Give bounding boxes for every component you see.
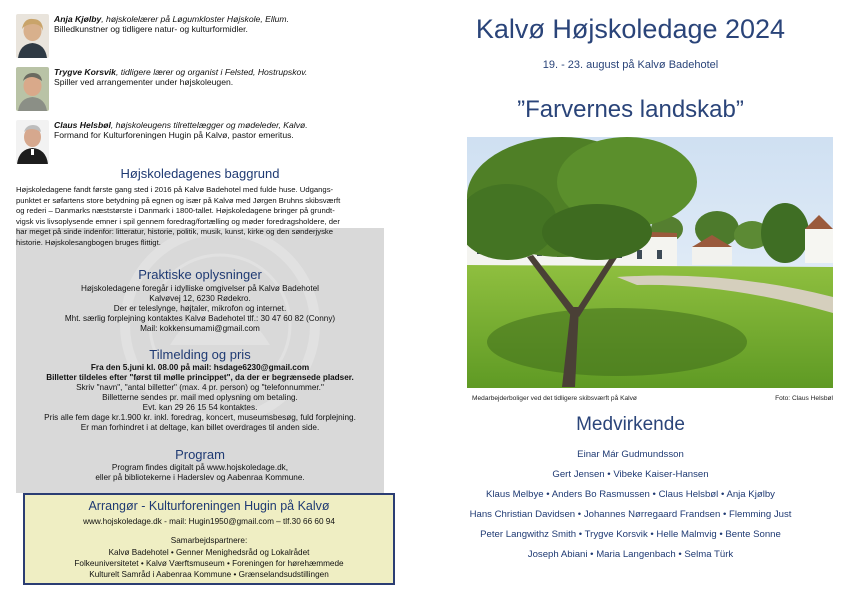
- person-trygve: [16, 67, 416, 111]
- practical-line: Mht. særlig forplejning kontaktes Kalvø Badehotel tlf.: 30 47 60 82 (Conny): [64, 314, 336, 323]
- practical-line: Mail: kokkensumami@gmail.com: [140, 324, 260, 333]
- contributors-title: Medvirkende: [576, 414, 685, 435]
- organizer-box: [23, 493, 395, 585]
- main-title: Kalvø Højskoledage 2024: [475, 14, 786, 44]
- registration-email-line: Fra den 5.juni kl. 08.00 på mail: hsdage6230@gmail.com: [90, 363, 310, 372]
- background-title: Højskoledagenes baggrund: [120, 166, 280, 181]
- person-description: Spiller ved arrangementer under højskoleugen.: [54, 77, 234, 87]
- practical-line: Der er teleslynge, højtaler, mikrofon og internet.: [113, 304, 287, 313]
- person-name: Trygve Korsvik: [54, 67, 116, 77]
- person-text: [54, 14, 414, 34]
- practical-text: [16, 284, 384, 334]
- person-name: Claus Helsbøl: [54, 120, 111, 130]
- background-line: punktet er søfartens store betydning på egnen og især på Kalvø med Jørgen Bruhns skibsværft: [16, 195, 341, 205]
- contributors-line: Gert Jensen • Vibeke Kaiser-Hansen: [552, 469, 709, 480]
- contributors-line: Hans Christian Davidsen • Johannes Nørregaard Frandsen • Flemming Just: [469, 509, 792, 520]
- partners-line: Kalvø Badehotel • Genner Menighedsråd og Lokalrådet: [108, 548, 310, 557]
- registration-line: Pris alle fem dage kr.1.900 kr. inkl. foredrag, koncert, museumsbesøg, fuld forplejning.: [44, 413, 356, 422]
- person-description: Formand for Kulturforeningen Hugin på Kalvø, pastor emeritus.: [54, 130, 294, 140]
- person-anja: [16, 14, 416, 58]
- background-line: vigsk vis livsoplysende emner i spil gennem foredrag/fortælling og møder foredragsholdere, der: [16, 216, 340, 226]
- contributors-line: Einar Már Gudmundsson: [577, 449, 684, 460]
- program-line: eller på bibliotekerne i Haderslev og Aabenraa Kommune.: [95, 473, 305, 482]
- person-claus: [16, 120, 416, 164]
- registration-rule-line: Billetter tildeles efter "først til mølle princippet", da der er begrænsede pladser.: [46, 373, 354, 382]
- program-text: [16, 463, 384, 483]
- person-role: , tidligere lærer og organist i Felsted, Hostrupskov.: [115, 67, 308, 77]
- background-line: Højskoledagene fandt første gang sted i 2016 på Kalvø Badehotel med fulde huse. Udgangs-: [16, 185, 334, 194]
- background-line: og rederi – Danmarks næststørste i Danmark i 1800-tallet. Højskoledagene bringer på grundt-: [16, 206, 335, 215]
- person-name: Anja Kjølby: [54, 14, 102, 24]
- person-text: [54, 67, 414, 87]
- photo-caption: Medarbejderboliger ved det tidligere skibsværft på Kalvø: [472, 395, 637, 402]
- background-line: historie. Højskolesangbogen bruges flittigt.: [16, 237, 161, 247]
- person-text: [54, 120, 414, 140]
- right-page: [420, 0, 841, 595]
- registration-text: [16, 363, 384, 433]
- organizer-title: Arrangør - Kulturforeningen Hugin på Kalvø: [88, 499, 330, 513]
- contributors-line: Peter Langwithz Smith • Trygve Korsvik • Helle Malmvig • Bente Sonne: [480, 529, 781, 540]
- avatar: [16, 120, 49, 164]
- landscape-photo: [467, 137, 833, 388]
- registration-line: Billetterne sendes pr. mail med oplysning om betaling.: [102, 393, 298, 402]
- registration-line: Skriv "navn", "antal billetter" (max. 4 pr. person) og "telefonnummer.": [76, 383, 324, 392]
- person-description: Billedkunstner og tidligere natur- og kulturformidler.: [54, 24, 248, 34]
- partners-line: Kulturelt Samråd i Aabenraa Kommune • Grænselandsudstillingen: [89, 570, 329, 579]
- partners-title: Samarbejdspartnere:: [170, 536, 248, 545]
- practical-title: Praktiske oplysninger: [138, 267, 262, 282]
- photo-credit: Foto: Claus Helsbøl: [775, 395, 833, 402]
- avatar: [16, 67, 49, 111]
- program-line: Program findes digitalt på www.hojskoledage.dk,: [111, 463, 289, 472]
- background-line: har meget på sinde indenfor: litteratur, historie, politik, musik, kunst, kirke og den sønderjyske: [16, 227, 334, 236]
- contributors-line: Joseph Abiani • Maria Langenbach • Selma Türk: [527, 549, 734, 560]
- organizer-contact: www.hojskoledage.dk - mail: Hugin1950@gmail.com – tlf.30 66 60 94: [83, 517, 335, 526]
- registration-line: Er man forhindret i at deltage, kan billet overdrages til anden side.: [80, 423, 320, 432]
- event-dates: 19. - 23. august på Kalvø Badehotel: [542, 59, 719, 71]
- event-theme: ”Farvernes landskab”: [517, 96, 744, 123]
- background-text: [16, 185, 384, 248]
- person-role: , højskolelærer på Løgumkloster Højskole, Ellum.: [101, 14, 289, 24]
- registration-title: Tilmelding og pris: [149, 347, 251, 362]
- practical-line: Kalvøvej 12, 6230 Rødekro.: [149, 294, 251, 303]
- left-page: [0, 0, 420, 595]
- avatar: [16, 14, 49, 58]
- partners-line: Folkeuniversitetet • Kalvø Værftsmuseum • Foreningen for hørehæmmede: [74, 559, 344, 568]
- registration-line: Evt. kan 29 26 15 54 kontaktes.: [142, 403, 258, 412]
- practical-line: Højskoledagene foregår i idylliske omgivelser på Kalvø Badehotel: [80, 284, 319, 293]
- contributors-line: Klaus Melbye • Anders Bo Rasmussen • Claus Helsbøl • Anja Kjølby: [486, 489, 775, 500]
- person-role: , højskoleugens tilrettelægger og mødeleder, Kalvø.: [110, 120, 308, 130]
- program-title: Program: [175, 447, 225, 462]
